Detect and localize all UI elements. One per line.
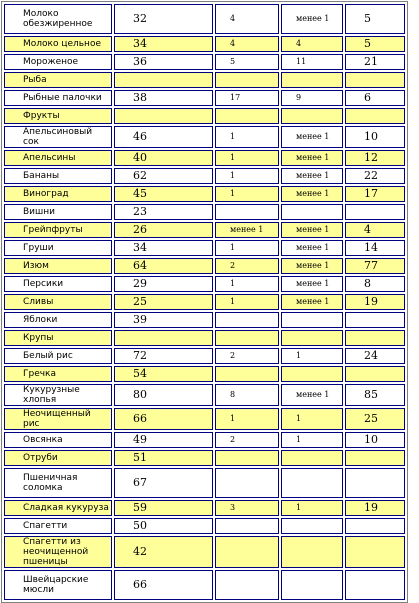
cell-food-name: Вишни: [4, 204, 112, 220]
cell-col-2: [215, 518, 279, 534]
cell-col-2: 8: [215, 384, 279, 406]
cell-col-3: менее 1: [281, 126, 343, 148]
cell-col-2: менее 1: [215, 222, 279, 238]
cell-col-2: 1: [215, 186, 279, 202]
table-row: [4, 536, 405, 568]
cell-col-2: 1: [215, 408, 279, 430]
cell-col-3: [281, 108, 343, 124]
cell-col-1: [114, 108, 213, 124]
cell-col-1: 42: [114, 536, 213, 568]
cell-col-2: 1: [215, 276, 279, 292]
cell-col-3: [281, 204, 343, 220]
table-body: [4, 4, 405, 600]
cell-col-3: [281, 366, 343, 382]
nutrition-table: [1, 1, 408, 603]
cell-col-3: [281, 518, 343, 534]
table-row: [4, 168, 405, 184]
cell-col-2: [215, 450, 279, 466]
cell-col-1: 62: [114, 168, 213, 184]
cell-food-name: Виноград: [4, 186, 112, 202]
cell-col-3: менее 1: [281, 168, 343, 184]
cell-col-3: [281, 536, 343, 568]
cell-col-4: [345, 536, 405, 568]
cell-col-2: 1: [215, 150, 279, 166]
cell-food-name: Апельсиновый сок: [4, 126, 112, 148]
table-row: [4, 348, 405, 364]
cell-food-name: Изюм: [4, 258, 112, 274]
cell-col-2: 3: [215, 500, 279, 516]
cell-col-4: [345, 204, 405, 220]
cell-col-2: [215, 468, 279, 498]
cell-col-2: [215, 536, 279, 568]
cell-col-4: [345, 570, 405, 600]
cell-col-1: 51: [114, 450, 213, 466]
table-row: [4, 432, 405, 448]
cell-food-name: Сладкая кукуруза: [4, 500, 112, 516]
cell-col-2: [215, 72, 279, 88]
table-row: [4, 384, 405, 406]
cell-food-name: Крупы: [4, 330, 112, 346]
cell-col-4: 4: [345, 222, 405, 238]
cell-col-1: 72: [114, 348, 213, 364]
cell-col-3: менее 1: [281, 4, 343, 34]
cell-food-name: Спагетти: [4, 518, 112, 534]
cell-col-2: 2: [215, 348, 279, 364]
cell-col-3: 1: [281, 432, 343, 448]
cell-col-1: 50: [114, 518, 213, 534]
cell-col-2: 17: [215, 90, 279, 106]
table-row: [4, 126, 405, 148]
table-row: [4, 150, 405, 166]
cell-col-4: 6: [345, 90, 405, 106]
cell-col-1: 64: [114, 258, 213, 274]
cell-col-4: 10: [345, 126, 405, 148]
cell-food-name: Отруби: [4, 450, 112, 466]
cell-col-1: 66: [114, 408, 213, 430]
cell-food-name: Апельсины: [4, 150, 112, 166]
cell-food-name: Овсянка: [4, 432, 112, 448]
table-row: [4, 570, 405, 600]
cell-food-name: Пшеничная соломка: [4, 468, 112, 498]
cell-food-name: Бананы: [4, 168, 112, 184]
cell-col-4: 24: [345, 348, 405, 364]
cell-col-3: менее 1: [281, 222, 343, 238]
cell-col-1: 46: [114, 126, 213, 148]
cell-col-3: [281, 72, 343, 88]
cell-col-3: 4: [281, 36, 343, 52]
cell-food-name: Рыба: [4, 72, 112, 88]
table-row: [4, 330, 405, 346]
cell-col-1: 80: [114, 384, 213, 406]
cell-col-2: 1: [215, 240, 279, 256]
cell-col-3: менее 1: [281, 258, 343, 274]
cell-col-4: 12: [345, 150, 405, 166]
cell-col-4: 77: [345, 258, 405, 274]
cell-col-2: [215, 366, 279, 382]
cell-col-4: [345, 330, 405, 346]
cell-col-3: менее 1: [281, 384, 343, 406]
cell-col-2: [215, 570, 279, 600]
cell-col-1: 26: [114, 222, 213, 238]
table-row: [4, 276, 405, 292]
table-row: [4, 72, 405, 88]
table-row: [4, 90, 405, 106]
cell-col-2: 2: [215, 432, 279, 448]
cell-col-4: 21: [345, 54, 405, 70]
cell-col-1: 59: [114, 500, 213, 516]
cell-col-1: [114, 72, 213, 88]
table-row: [4, 500, 405, 516]
cell-col-3: 11: [281, 54, 343, 70]
cell-col-4: [345, 108, 405, 124]
cell-col-4: [345, 450, 405, 466]
cell-col-3: [281, 570, 343, 600]
cell-col-3: менее 1: [281, 150, 343, 166]
cell-col-3: [281, 312, 343, 328]
cell-food-name: Персики: [4, 276, 112, 292]
cell-col-4: 25: [345, 408, 405, 430]
cell-col-3: 1: [281, 348, 343, 364]
cell-col-3: [281, 330, 343, 346]
table-row: [4, 468, 405, 498]
table-row: [4, 518, 405, 534]
cell-col-3: менее 1: [281, 186, 343, 202]
cell-col-3: менее 1: [281, 276, 343, 292]
cell-col-4: 14: [345, 240, 405, 256]
cell-food-name: Рыбные палочки: [4, 90, 112, 106]
table-row: [4, 186, 405, 202]
cell-col-2: 4: [215, 4, 279, 34]
table-row: [4, 366, 405, 382]
table-row: [4, 408, 405, 430]
cell-col-1: 34: [114, 36, 213, 52]
table-row: [4, 36, 405, 52]
cell-col-2: 1: [215, 126, 279, 148]
cell-col-1: 25: [114, 294, 213, 310]
cell-food-name: Кукурузные хлопья: [4, 384, 112, 406]
cell-food-name: Груши: [4, 240, 112, 256]
cell-col-2: 5: [215, 54, 279, 70]
cell-food-name: Фрукты: [4, 108, 112, 124]
table-row: [4, 54, 405, 70]
cell-col-2: 4: [215, 36, 279, 52]
cell-col-4: [345, 518, 405, 534]
cell-col-2: 1: [215, 168, 279, 184]
cell-col-4: 8: [345, 276, 405, 292]
cell-food-name: Белый рис: [4, 348, 112, 364]
cell-col-4: 19: [345, 500, 405, 516]
cell-col-4: 85: [345, 384, 405, 406]
cell-col-1: 23: [114, 204, 213, 220]
cell-col-3: 1: [281, 408, 343, 430]
cell-col-2: [215, 204, 279, 220]
cell-col-1: 40: [114, 150, 213, 166]
cell-food-name: Гречка: [4, 366, 112, 382]
cell-col-1: 54: [114, 366, 213, 382]
table-row: [4, 312, 405, 328]
cell-col-3: 9: [281, 90, 343, 106]
cell-food-name: Спагетти из неочищенной пшеницы: [4, 536, 112, 568]
cell-col-1: 34: [114, 240, 213, 256]
cell-col-1: 32: [114, 4, 213, 34]
cell-col-3: менее 1: [281, 240, 343, 256]
cell-food-name: Молоко обезжиренное: [4, 4, 112, 34]
cell-col-1: 36: [114, 54, 213, 70]
cell-col-2: 2: [215, 258, 279, 274]
cell-col-4: [345, 366, 405, 382]
table-row: [4, 450, 405, 466]
cell-col-4: [345, 468, 405, 498]
cell-col-4: 5: [345, 4, 405, 34]
cell-col-4: 5: [345, 36, 405, 52]
cell-food-name: Сливы: [4, 294, 112, 310]
table-row: [4, 108, 405, 124]
cell-col-3: [281, 450, 343, 466]
cell-col-4: 22: [345, 168, 405, 184]
cell-col-1: 66: [114, 570, 213, 600]
cell-food-name: Яблоки: [4, 312, 112, 328]
cell-col-4: 10: [345, 432, 405, 448]
cell-col-2: [215, 312, 279, 328]
cell-food-name: Грейпфруты: [4, 222, 112, 238]
table-row: [4, 258, 405, 274]
cell-col-1: 49: [114, 432, 213, 448]
cell-col-4: [345, 312, 405, 328]
cell-col-1: 29: [114, 276, 213, 292]
table-row: [4, 204, 405, 220]
cell-col-2: 1: [215, 294, 279, 310]
cell-col-1: 67: [114, 468, 213, 498]
cell-food-name: Неочищенный рис: [4, 408, 112, 430]
cell-col-1: 39: [114, 312, 213, 328]
cell-food-name: Швейцарские мюсли: [4, 570, 112, 600]
cell-col-1: 38: [114, 90, 213, 106]
cell-col-1: [114, 330, 213, 346]
cell-col-3: [281, 468, 343, 498]
cell-col-2: [215, 108, 279, 124]
cell-food-name: Молоко цельное: [4, 36, 112, 52]
cell-col-1: 45: [114, 186, 213, 202]
cell-col-4: 17: [345, 186, 405, 202]
table-row: [4, 222, 405, 238]
table-row: [4, 294, 405, 310]
cell-col-4: [345, 72, 405, 88]
cell-food-name: Мороженое: [4, 54, 112, 70]
table-row: [4, 240, 405, 256]
table-row: [4, 4, 405, 34]
cell-col-3: 1: [281, 500, 343, 516]
cell-col-2: [215, 330, 279, 346]
cell-col-4: 19: [345, 294, 405, 310]
cell-col-3: менее 1: [281, 294, 343, 310]
